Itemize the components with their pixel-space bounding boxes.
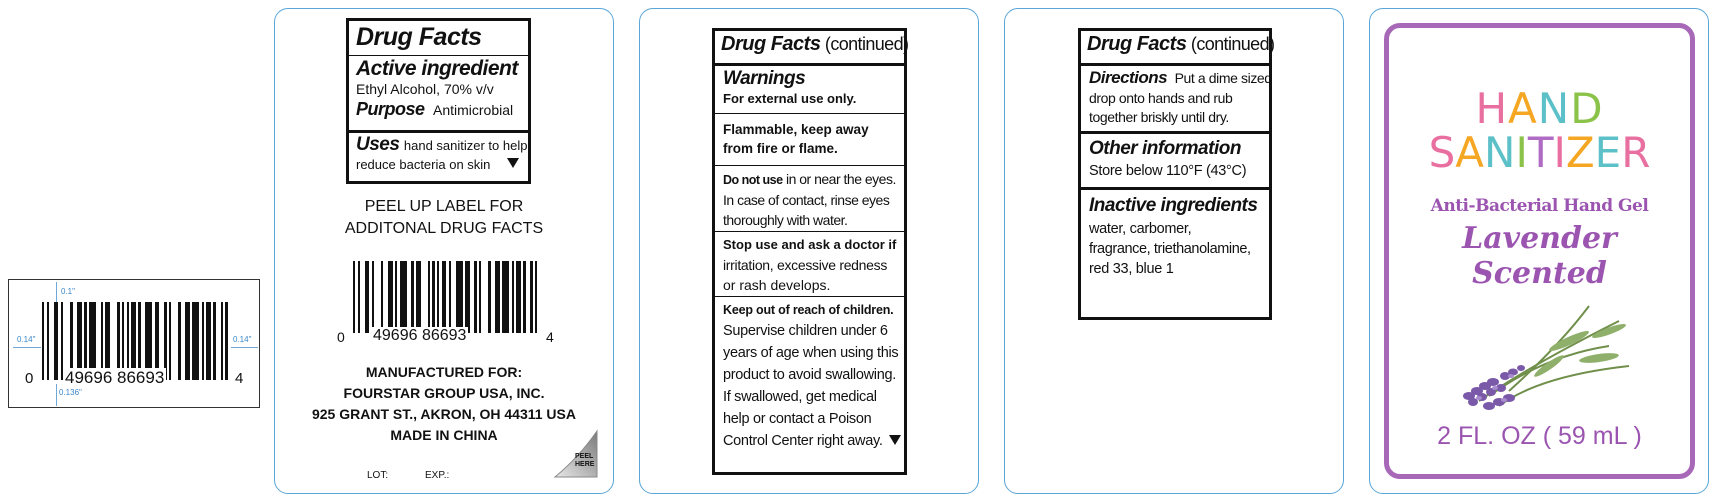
title-letter: A [1508,84,1538,133]
do-not-use-text-1: in or near the eyes. [782,171,896,187]
barcode-sample [8,279,260,408]
do-not-use-heading: Do not use [723,173,783,187]
warnings-heading: Warnings [723,68,806,89]
directions-heading: Directions [1089,68,1168,87]
scent-line-2: Scented [1472,256,1607,291]
flammable-text-1: Flammable, keep away [723,122,869,137]
drug-facts-title: Drug Facts [356,23,482,51]
stop-use-text-1: irritation, excessive redness [723,257,888,273]
title-letter: A [1455,128,1485,177]
barcode-digits: 49696 86693 [373,327,467,344]
barcode-bar [400,261,407,333]
panel-directions [1004,8,1344,494]
keep-out-text-1: Supervise children under 6 [723,323,888,339]
keep-out-text-5: help or contact a Poison [723,411,872,427]
keep-out-heading: Keep out of reach of children. [723,303,894,317]
other-information-value: Store below 110°F (43°C) [1089,163,1247,179]
product-title-line-1 [1389,84,1690,133]
barcode-bar [374,261,381,333]
drug-facts-title-cont: Drug Facts [721,33,821,55]
directions-text-1: Put a dime sized [1174,70,1272,86]
continued-label-2: (continued) [1190,34,1275,54]
manufacturer-name: FOURSTAR GROUP USA, INC. [343,385,545,401]
title-letter: D [1570,84,1604,133]
title-letter: I [1553,128,1566,177]
barcode-bar [171,302,178,380]
keep-out-text-3: product to avoid swallowing. [723,367,896,383]
manufacturer-address: 925 GRANT ST., AKRON, OH 44311 USA [311,406,576,422]
inactive-ingredients-3: red 33, blue 1 [1089,261,1174,277]
scent-line-1: Lavender [1462,221,1617,256]
flammable-text-2: from fire or flame. [723,141,838,156]
panel-warnings [639,8,979,494]
keep-out-text-6: Control Center right away. [723,433,883,449]
barcode-digit-left: 0 [25,370,34,387]
product-subtitle: Anti-Bacterial Hand Gel [1430,196,1649,216]
title-letter: H [1475,84,1509,133]
manufactured-for-label: MANUFACTURED FOR: [365,364,523,380]
lavender-sprig-icon [1449,296,1639,416]
continued-label: (continued) [824,34,909,54]
lot-label: LOT: [367,470,389,481]
barcode-bar [421,261,428,333]
barcode-digit-left-main: 0 [337,329,345,345]
panel-drug-facts-front [274,8,614,494]
stop-use-heading: Stop use and ask a doctor if [723,237,897,252]
peel-here-text-1: PEEL [575,453,594,460]
directions-text-2: drop onto hands and rub [1089,90,1233,106]
do-not-use-text-3: thoroughly with water. [723,212,848,228]
title-letter: Z [1565,128,1595,177]
front-label-frame [1384,23,1695,479]
do-not-use-text-2: In case of contact, rinse eyes [723,192,890,208]
inactive-ingredients-2: fragrance, triethanolamine, [1089,241,1251,257]
external-use-text: For external use only. [723,91,857,106]
drug-facts-box [346,18,531,184]
peel-instruction-1: PEEL UP LABEL FOR [364,198,524,215]
other-information-heading: Other information [1089,138,1241,159]
title-letter: E [1594,128,1622,177]
barcode-digit-right: 4 [235,370,244,387]
title-letter: T [1527,128,1554,177]
inactive-ingredients-heading: Inactive ingredients [1089,195,1258,216]
purpose-heading: Purpose [356,99,425,119]
keep-out-text-2: years of age when using this [723,345,899,361]
peel-instruction-2: ADDITONAL DRUG FACTS [344,220,544,237]
barcode-digits-main: 49696 86693 [65,368,165,387]
uses-heading: Uses [356,134,400,155]
drug-facts-continued-box [712,28,907,475]
continue-triangle-icon [507,158,519,168]
made-in-label: MADE IN CHINA [390,427,498,443]
title-letter: N [1484,128,1516,177]
continue-triangle-icon-2 [889,435,901,445]
drug-facts-title-cont-2: Drug Facts [1087,33,1187,55]
uses-text-1: hand sanitizer to help [403,138,528,153]
dim-right-label: 0.14" [233,335,252,344]
barcode-bar [481,261,488,333]
active-ingredient-value: Ethyl Alcohol, 70% v/v [356,81,494,97]
stop-use-text-2: or rash develops. [723,277,831,293]
dim-top-label: 0.1" [61,287,75,296]
inactive-ingredients-1: water, carbomer, [1089,221,1192,237]
barcode-bar [225,302,227,380]
barcode-bars [353,261,538,333]
drug-facts-continued-box-2 [1078,28,1275,320]
barcode-bar [456,261,463,333]
keep-out-text-4: If swallowed, get medical [723,389,877,405]
exp-label: EXP.: [425,470,450,481]
title-letter: N [1537,84,1571,133]
directions-text-3: together briskly until dry. [1089,109,1229,125]
title-letter: R [1621,128,1651,177]
product-volume: 2 FL. OZ ( 59 mL ) [1437,422,1642,450]
barcode-bar [502,261,509,333]
peel-here-corner[interactable] [553,427,599,479]
product-title-line-2 [1389,128,1690,177]
panel-front-label [1369,8,1709,494]
dim-bottom-label: 0.136" [59,388,82,397]
barcode-digit-right-main: 4 [546,329,554,345]
title-letter: S [1428,128,1456,177]
uses-text-2: reduce bacteria on skin [356,157,491,172]
barcode-bar [192,302,199,380]
purpose-value: Antimicrobial [432,102,514,118]
peel-here-text-2: HERE [575,461,595,468]
dim-left-label: 0.14" [17,335,36,344]
title-letter: I [1515,128,1528,177]
barcode-bar [535,261,537,333]
active-ingredient-heading: Active ingredient [356,57,518,80]
